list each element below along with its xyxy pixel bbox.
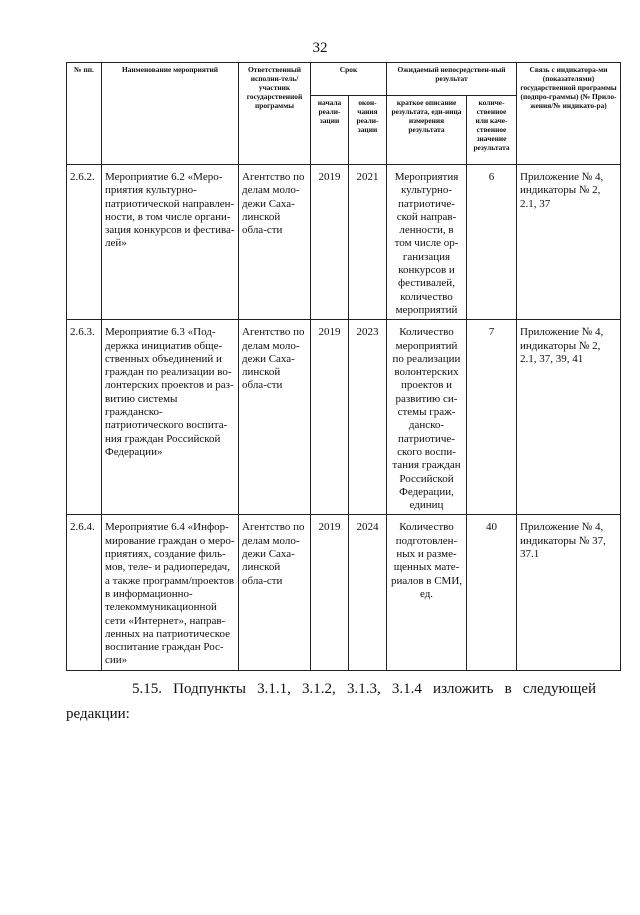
header-no: № пп. [67, 63, 102, 165]
row-end: 2021 [349, 165, 387, 320]
table-row [67, 165, 621, 320]
row-start: 2019 [311, 515, 349, 670]
row-indicator-link: Приложение № 4, индикаторы № 37, 37.1 [517, 515, 621, 670]
header-name: Наименование мероприятий [102, 63, 239, 165]
row-no: 2.6.4. [67, 515, 102, 670]
row-responsible: Агентство по делам моло-дежи Саха-линской обла-сти [239, 165, 311, 320]
paragraph-5-15-continuation: редакции: [66, 706, 130, 722]
table-row [67, 320, 621, 515]
row-responsible: Агентство по делам моло-дежи Саха-линской обла-сти [239, 515, 311, 670]
row-result-desc: Количество подготовлен-ных и разме-щенных мате-риалов в СМИ, ед. [387, 515, 467, 670]
page-number: 32 [312, 40, 328, 56]
row-end: 2023 [349, 320, 387, 515]
row-result-value: 6 [467, 165, 517, 320]
header-expected: Ожидаемый непосредствен-ный результат [387, 63, 517, 96]
row-end: 2024 [349, 515, 387, 670]
row-start: 2019 [311, 320, 349, 515]
table-row [67, 515, 621, 670]
header-expected-value: количе-ственное или каче-ственное значение результата [467, 96, 517, 165]
row-name: Мероприятие 6.3 «Под-держка инициатив обще-ственных объединений и граждан по реализации во-лонтерских проектов и раз-витию системы гражданско-патриотического воспита-ния граждан Российской Федерации» [102, 320, 239, 515]
row-no: 2.6.3. [67, 320, 102, 515]
header-responsible: Ответственный исполни-тель/участник государственной программы [239, 63, 311, 165]
header-term-end: окон-чания реали-зации [349, 96, 387, 165]
paragraph-5-15: 5.15. Подпункты 3.1.1, 3.1.2, 3.1.3, 3.1.4 изложить в следующей [132, 681, 596, 697]
row-name: Мероприятие 6.4 «Инфор-мирование граждан о меро-приятиях, создание филь-мов, теле- и радиопередач, а также программ/проектов в информационно-телекоммуникационной сети «Интернет», направ-ленных на патриотическое воспитание граждан Рос-сии» [102, 515, 239, 670]
row-result-value: 40 [467, 515, 517, 670]
table-header-row [67, 63, 621, 96]
row-result-value: 7 [467, 320, 517, 515]
row-name: Мероприятие 6.2 «Меро-приятия культурно-патриотической направлен-ности, в том числе органи-зация конкурсов и фестива-лей» [102, 165, 239, 320]
row-responsible: Агентство по делам моло-дежи Саха-линской обла-сти [239, 320, 311, 515]
header-term-start: начала реали-зации [311, 96, 349, 165]
row-result-desc: Количество мероприятий по реализации волонтерских проектов и развитию си-стемы граж-данско-патриотиче-ского воспи-тания граждан Российской Федерации, единиц [387, 320, 467, 515]
row-indicator-link: Приложение № 4, индикаторы № 2, 2.1, 37 [517, 165, 621, 320]
measures-table [66, 62, 621, 671]
row-no: 2.6.2. [67, 165, 102, 320]
header-link: Связь с индикатора-ми (показателями) государственной программы (подпро-граммы) (№ Прило-жения/№ индикато-ра) [517, 63, 621, 165]
row-result-desc: Мероприятия культурно-патриотиче-ской направ-ленности, в том числе ор-ганизация конкурсов и фестивалей, количество мероприятий [387, 165, 467, 320]
row-start: 2019 [311, 165, 349, 320]
header-expected-desc: краткое описание результата, еди-ница измерения результата [387, 96, 467, 165]
header-term: Срок [311, 63, 387, 96]
row-indicator-link: Приложение № 4, индикаторы № 2, 2.1, 37, 39, 41 [517, 320, 621, 515]
